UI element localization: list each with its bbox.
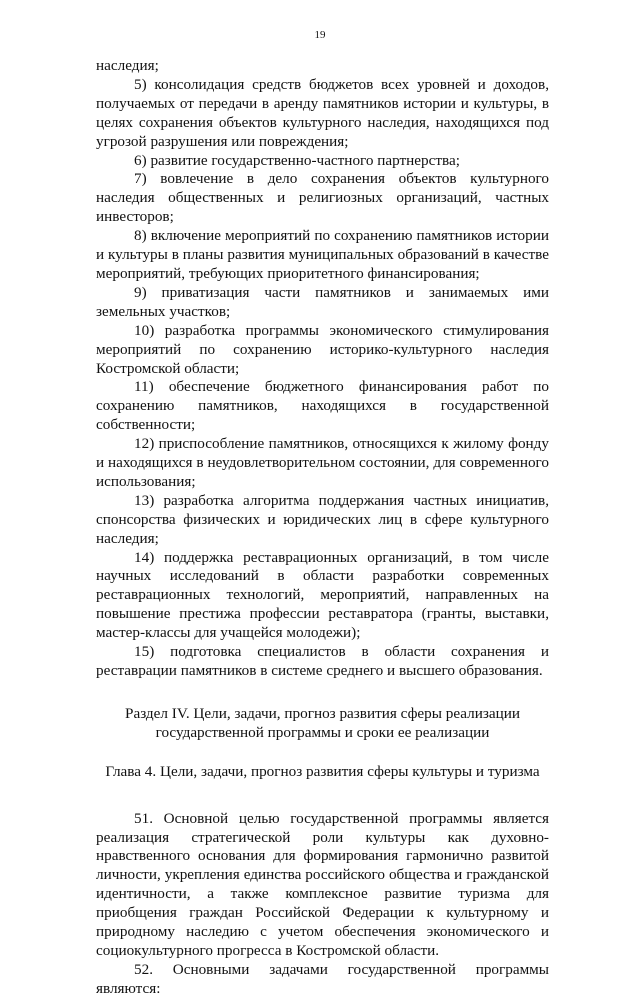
chapter-spacer: [96, 743, 549, 763]
list-item-13: 13) разработка алгоритма поддержания частных инициатив, спонсорства физических и юридических лиц в сфере культурного наследия;: [96, 491, 549, 547]
section-title-line-1: Раздел IV. Цели, задачи, прогноз развития сферы реализации: [125, 704, 520, 722]
document-body: [96, 57, 549, 999]
list-item-11: 11) обеспечение бюджетного финансирования работ по сохранению памятников, находящихся в государственной собственности;: [96, 378, 549, 434]
page-number: 19: [314, 29, 326, 41]
list-item-14: 14) поддержка реставрационных организаций, в том числе научных исследований в области разработки современных реставрационных технологий, мероприятий, направленных на повышение престижа профессии реставратора (гранты, выставки, мастер-классы для учащейся молодежи);: [96, 548, 549, 642]
paragraph-spacer: [96, 782, 549, 810]
list-item-6: 6) развитие государственно-частного партнерства;: [134, 151, 460, 169]
section-spacer: [96, 681, 549, 705]
chapter-title: Глава 4. Цели, задачи, прогноз развития сферы культуры и туризма: [105, 762, 540, 780]
list-item-12: 12) приспособление памятников, относящихся к жилому фонду и находящихся в неудовлетворительном состоянии, для современного использования;: [96, 435, 549, 490]
paragraph-51: 51. Основной целью государственной программы является реализация стратегической роли культуры как духовно-нравственного основания для формирования гармонично развитой личности, укрепления единства российского общества и гражданской идентичности, а также комплексное развитие туризма для приобщения граждан Российской Федерации к культурному и природному наследию с учетом обеспечения экономического и социокультурного прогресса в Костромской области.: [96, 809, 549, 959]
list-item-10: 10) разработка программы экономического стимулирования мероприятий по сохранению историко-культурного наследия Костромской области;: [96, 321, 549, 377]
list-item-8: 8) включение мероприятий по сохранению памятников истории и культуры в планы развития муниципальных образований в качестве мероприятий, требующих приоритетного финансирования;: [96, 227, 549, 282]
list-item-15: 15) подготовка специалистов в области сохранения и реставрации памятников в системе среднего и высшего образования.: [96, 643, 549, 679]
paragraph-52: 52. Основными задачами государственной программы являются:: [96, 960, 549, 997]
section-title-line-2: государственной программы и сроки ее реализации: [155, 723, 490, 741]
list-continuation: наследия;: [96, 57, 159, 74]
list-item-9: 9) приватизация части памятников и занимаемых ими земельных участков;: [96, 283, 549, 320]
list-item-5: 5) консолидация средств бюджетов всех уровней и доходов, получаемых от передачи в аренду памятников истории и культуры, в целях сохранения объектов культурного наследия, находящихся под угрозой разрушения или повреждения;: [96, 75, 549, 150]
list-item-7: 7) вовлечение в дело сохранения объектов культурного наследия общественных и религиозных организаций, частных инвесторов;: [96, 170, 549, 226]
